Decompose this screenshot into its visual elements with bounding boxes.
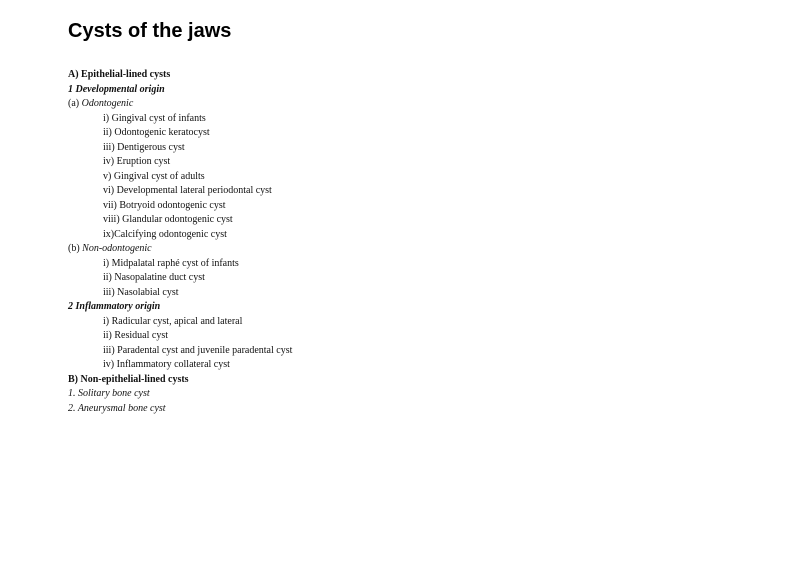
list-item: v) Gingival cyst of adults bbox=[103, 170, 205, 182]
odontogenic-label: Odontogenic bbox=[81, 98, 134, 109]
list-item: i) Radicular cyst, apical and lateral bbox=[103, 315, 243, 327]
list-item: iv) Eruption cyst bbox=[103, 156, 171, 167]
list-item: iii) Dentigerous cyst bbox=[103, 141, 185, 153]
list-item: vi) Developmental lateral periodontal cyst bbox=[103, 185, 272, 196]
page-title: Cysts of the jaws bbox=[68, 20, 232, 42]
developmental-origin-heading: 1 Developmental origin bbox=[68, 83, 165, 95]
non-odontogenic-subheading bbox=[68, 242, 292, 257]
list-item: iii) Paradental cyst and juvenile paradental cyst bbox=[103, 344, 293, 356]
list-item: i) Midpalatal raphé cyst of infants bbox=[103, 257, 239, 269]
list-item: ix)Calcifying odontogenic cyst bbox=[103, 228, 227, 240]
list-item: i) Gingival cyst of infants bbox=[103, 112, 206, 124]
odontogenic-subheading bbox=[68, 97, 292, 112]
cyst-classification-outline bbox=[68, 68, 292, 416]
list-item: 2. Aneurysmal bone cyst bbox=[68, 402, 166, 414]
list-item: ii) Odontogenic keratocyst bbox=[103, 127, 210, 138]
list-item: viii) Glandular odontogenic cyst bbox=[103, 214, 233, 225]
section-b-heading: B) Non-epithelial-lined cysts bbox=[68, 373, 189, 385]
list-item: 1. Solitary bone cyst bbox=[68, 388, 150, 399]
section-a-heading: A) Epithelial-lined cysts bbox=[68, 69, 171, 80]
list-item: vii) Botryoid odontogenic cyst bbox=[103, 199, 226, 211]
odontogenic-prefix: (a) bbox=[68, 98, 82, 109]
inflammatory-origin-heading: 2 Inflammatory origin bbox=[68, 301, 161, 312]
list-item: iv) Inflammatory collateral cyst bbox=[103, 359, 230, 370]
list-item: ii) Nasopalatine duct cyst bbox=[103, 272, 205, 283]
non-odontogenic-prefix: (b) bbox=[68, 243, 83, 254]
list-item: ii) Residual cyst bbox=[103, 330, 168, 341]
non-odontogenic-label: Non-odontogenic bbox=[82, 243, 152, 254]
list-item: iii) Nasolabial cyst bbox=[103, 286, 179, 298]
